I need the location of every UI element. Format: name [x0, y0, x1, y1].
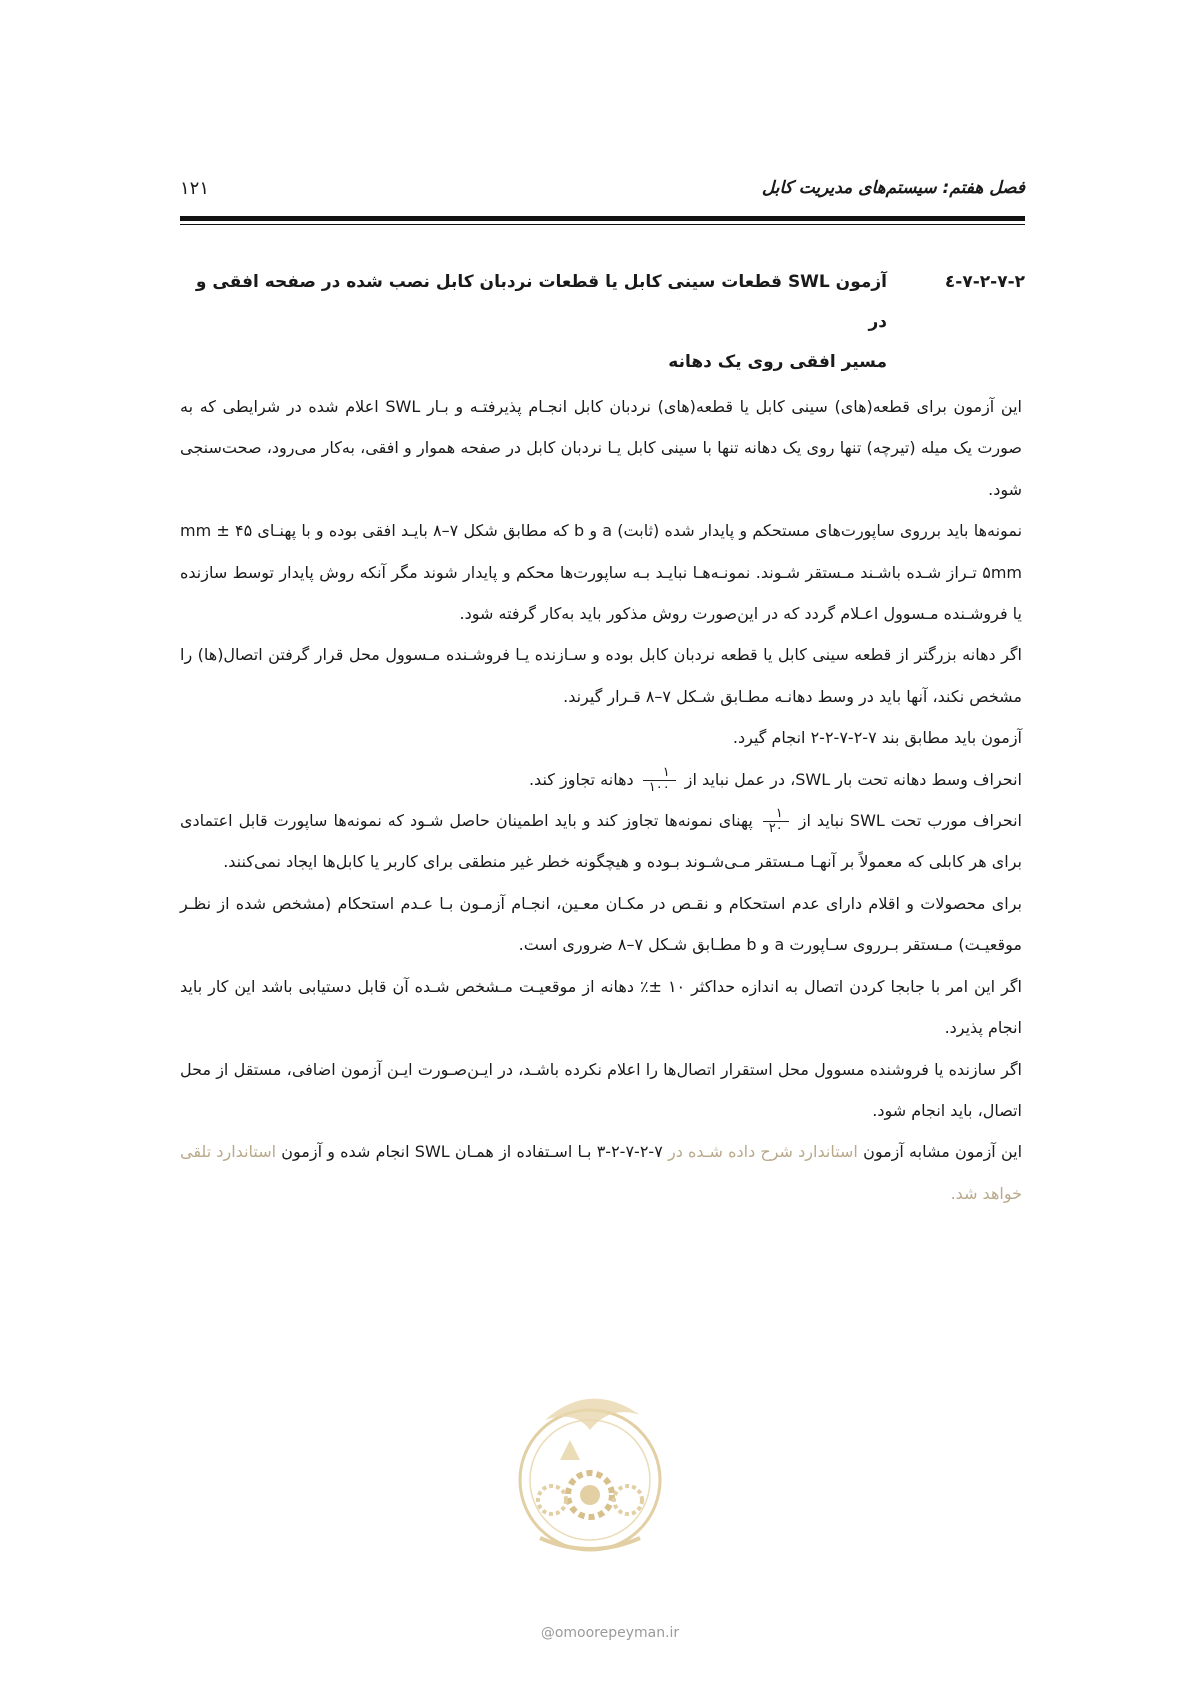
paragraph-6-end: پهنای نمونه‌ها تجاوز کند و باید اطمینان حاصل شـود که نمونه‌ها ساپورت قابل اعتمادی برای هر کابلی که معمولاً بر آنهـا مـستقر مـی‌شـوند بـوده و هیچگونه خطر غیر منطقی برای کاربر یا کابل‌ها ایجاد نمی‌کنند. — [180, 811, 1022, 872]
section-title-line-2: مسیر افقی روی یک دهانه — [668, 352, 887, 372]
paragraph-4: آزمون باید مطابق بند ۷-۲-۷-۲-۲ انجام گیرد. — [732, 728, 1022, 748]
paragraph-6 — [180, 800, 1025, 883]
page-header — [180, 178, 1025, 208]
at-icon: @ — [540, 1625, 555, 1641]
paragraph-10-part-a: این آزمون مشابه آزمون — [857, 1142, 1023, 1162]
page-number: ۱۲۱ — [180, 178, 210, 199]
header-rule-thick — [180, 216, 1025, 221]
watermark-url-text: omoorepeyman.ir — [554, 1625, 680, 1641]
watermark-url — [500, 1625, 720, 1641]
fraction-denominator: ۲۰ — [768, 821, 783, 837]
fraction-numerator: ۱ — [763, 807, 789, 822]
paragraph-3: اگر دهانه بزرگتر از قطعه سینی کابل یا قطعه نردبان کابل بوده و سـازنده یـا فروشـنده مـسوول محل قرار گرفتن اتصال(ها) را مشخص نکند، آنها باید در وسط دهانـه مطـابق شـکل ۷–۸ قـرار گیرند. — [180, 645, 1022, 706]
section-heading — [180, 262, 1025, 382]
publisher-stamp-logo — [490, 1360, 690, 1610]
paragraph-2: نمونه‌ها باید برروی ساپورت‌های مستحکم و پایدار شده (ثابت) a و b که مطابق شکل ۷–۸ بایـد افقی بوده و با پهنـای ۴۵ mm ± ۵mm تـراز شـده باشـند مـستقر شـوند. نمونـه‌هـا نبایـد بـه ساپورت‌ها محکم و پایدار شوند مگر آنکه روش پایدار توسط سازنده یا فروشـنده مـسوول اعـلام گردد که در این‌صورت روش مذکور باید به‌کار گرفته شود. — [180, 521, 1023, 624]
page-content — [180, 262, 1025, 1214]
section-number: ۷-۲-۷-۲-٤ — [944, 272, 1025, 292]
paragraph-5 — [180, 759, 1025, 800]
paragraph-7: برای محصولات و اقلام دارای عدم استحکام و نقـص در مکـان معـین، انجـام آزمـون بـا عـدم استحکام (مشخص شده از نظـر موقعیـت) مـستقر بـرروی سـاپورت a و b مطـابق شـکل ۷–۸ ضروری است. — [180, 893, 1022, 955]
header-rule-thin — [180, 224, 1025, 225]
section-title-line-1: آزمون SWL قطعات سینی کابل یا قطعات نردبان کابل نصب شده در صفحه افقی و در — [195, 272, 887, 332]
paragraph-6-start: انحراف مورب تحت SWL نباید از — [798, 811, 1022, 831]
paragraph-5-start: انحراف وسط دهانه تحت بار SWL، در عمل نباید از — [684, 769, 1022, 789]
paragraph-8: اگر این امر با جابجا کردن اتصال به اندازه حداکثر ۱۰ ±٪ دهانه از موقعیـت مـشخص شـده آن قابل دستیابی باشد این کار باید انجام پذیرد. — [180, 976, 1022, 1038]
paragraph-5-end: دهانه تجاوز کند. — [528, 769, 634, 789]
paragraph-9: اگر سازنده یا فروشنده مسوول محل استقرار اتصال‌ها را اعلام نکرده باشـد، در ایـن‌صـورت ایـن آزمون اضافی، مستقل از محل اتصال، باید انجام شود. — [180, 1059, 1022, 1120]
paragraph-10-part-d: استاندارد تلقی خواهد شد. — [180, 1142, 1022, 1203]
paragraph-10-part-c: ۷-۲-۷-۲-۳ بـا اسـتفاده از همـان SWL انجام شده و آزمون — [276, 1142, 668, 1162]
fraction-denominator: ۱۰۰ — [648, 779, 670, 795]
paragraph-1: این آزمون برای قطعه(های) سینی کابل یا قطعه(های) نردبان کابل انجـام پذیرفتـه و بـار SWL اعلام شده در شرایطی که به صورت یک میله (تیرچه) تنها روی یک دهانه تنها با سینی کابل یـا نردبان کابل در صفحه هموار و افقی، به‌کار می‌رود، صحت‌سنجی شود. — [180, 397, 1022, 499]
paragraph-10-part-b: استاندارد شرح داده شـده در — [668, 1142, 858, 1162]
fraction-one-twentieth — [763, 807, 789, 836]
fraction-numerator: ۱ — [643, 766, 676, 781]
paragraph-10 — [180, 1131, 1025, 1214]
fraction-one-hundredth — [643, 766, 676, 795]
chapter-title: فصل هفتم: سیستم‌های مدیریت کابل — [761, 178, 1025, 198]
